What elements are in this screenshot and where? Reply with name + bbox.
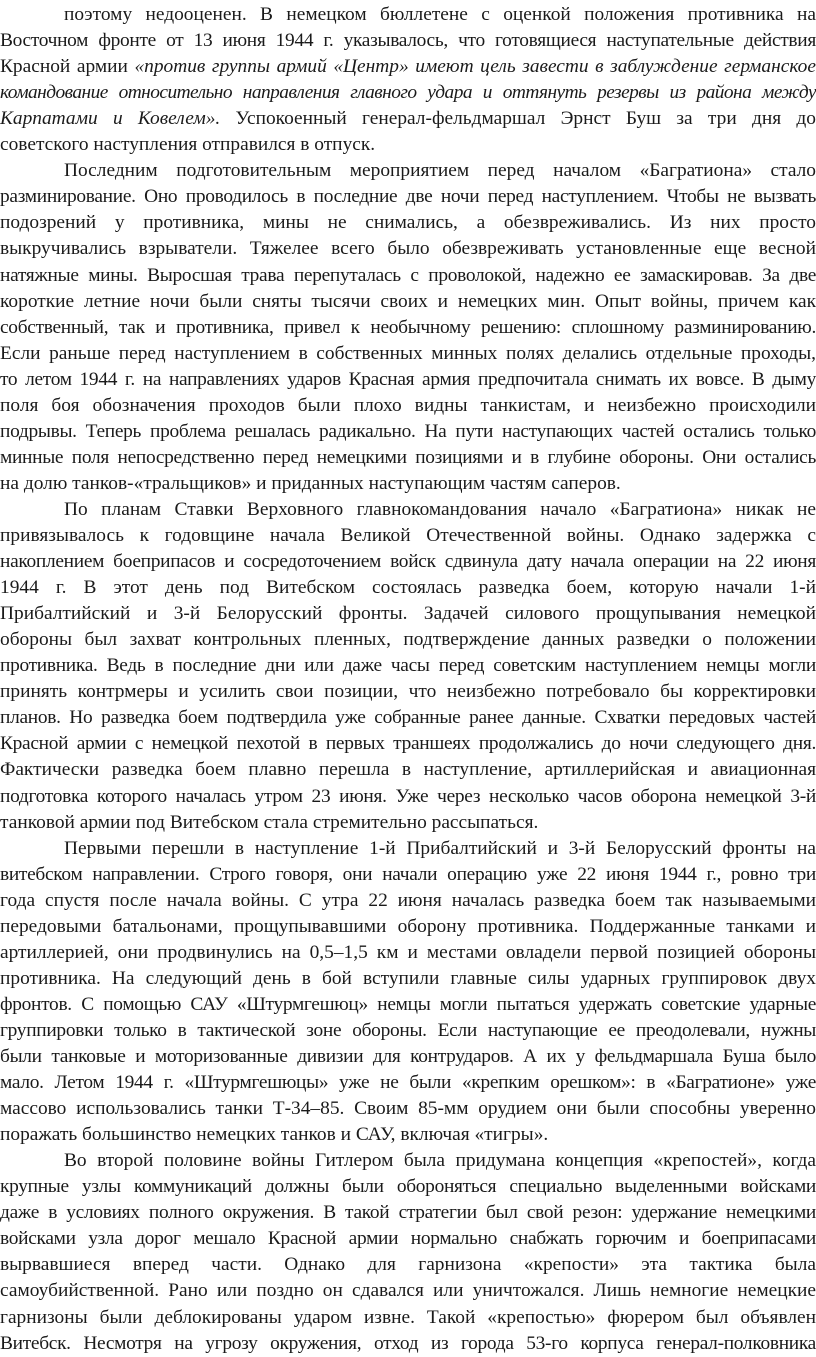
text-line (0, 315, 816, 341)
text-segment: 1944 г. В этот день под Витебском состоялась разведка боем, которую начали 1-й (0, 577, 816, 599)
text-line (0, 471, 816, 497)
text-line (0, 914, 816, 940)
text-segment: Красной армии с немецкой пехотой в первых траншеях продолжались до ночи следующего дня. (0, 733, 816, 755)
text-line (0, 731, 816, 757)
text-line (0, 80, 816, 106)
text-line (0, 1018, 816, 1044)
text-line (0, 210, 816, 236)
text-line (0, 992, 816, 1018)
text-segment: Если раньше перед наступлением в собственных минных полях делались отдельные проходы, (0, 342, 816, 364)
text-segment: массово использовались танки Т-34–85. Своим 85-мм орудием они были способны уверенно (0, 1098, 816, 1120)
text-segment: Фактически разведка боем плавно перешла в наступление, артиллерийская и авиационная (0, 759, 816, 781)
text-segment: накоплением боеприпасов и сосредоточением войск сдвинула дату начала операции на 22 июня (0, 551, 816, 573)
text-line (0, 132, 816, 158)
text-segment: вырвавшиеся вперед части. Однако для гарнизона «крепости» эта тактика была (0, 1254, 816, 1276)
text-segment: минные поля непосредственно перед немецкими позициями и в глубине обороны. Они остались (0, 446, 816, 468)
text-segment: то летом 1944 г. на направлениях ударов Красная армия предпочитала снимать их вовсе. В дыму (0, 368, 816, 390)
text-line (64, 1148, 816, 1174)
text-line (0, 601, 816, 627)
text-line (0, 705, 816, 731)
text-line (0, 575, 816, 601)
text-segment: Первыми перешли в наступление 1-й Прибалтийский и 3-й Белорусский фронты на (64, 837, 816, 859)
text-line (0, 419, 816, 445)
text-segment: передовыми батальонами, прощупывавшими оборону противника. Поддержанные танками и (0, 915, 816, 937)
text-segment: Во второй половине войны Гитлером была придумана концепция «крепостей», когда (64, 1150, 816, 1172)
italic-quote-text: «против группы армий «Центр» имеют цель завести в заблуждение германское (134, 56, 816, 78)
text-line (0, 341, 816, 367)
text-segment: Восточном фронте от 13 июня 1944 г. указывалось, что готовящиеся наступательные действия (0, 30, 816, 52)
text-line (0, 1305, 816, 1331)
text-line (0, 1200, 816, 1226)
text-line (0, 1331, 816, 1357)
text-segment: даже в условиях полного окружения. В такой стратегии был свой резон: удержание немецкими (0, 1202, 816, 1224)
text-segment: поражать большинство немецких танков и САУ, включая «тигры». (0, 1124, 549, 1146)
text-segment: натяжные мины. Выросшая трава перепуталась с проволокой, надежно ее замаскировав. За две (0, 264, 816, 286)
text-line (0, 445, 816, 471)
text-line (0, 1096, 816, 1122)
text-line (64, 158, 816, 184)
text-line (0, 1226, 816, 1252)
text-segment: собственный, так и противника, привел к необычному решению: сплошному разминированию. (0, 316, 816, 338)
text-line (0, 236, 816, 262)
text-line (0, 757, 816, 783)
text-line (0, 1044, 816, 1070)
text-line (0, 784, 816, 810)
text-segment: поля боя обозначения проходов были плохо видны танкистам, и неизбежно происходили (0, 394, 816, 416)
text-segment: мало. Летом 1944 г. «Штурмгешюцы» уже не были «крепким орешком»: в «Багратионе» уже (0, 1072, 816, 1094)
text-line (0, 940, 816, 966)
text-line (0, 679, 816, 705)
text-line (64, 836, 816, 862)
text-segment: подозрений у противника, мины не снимались, а обезвреживались. Из них просто (0, 212, 816, 234)
text-line (0, 862, 816, 888)
text-line (0, 263, 816, 289)
text-segment: гарнизоны были деблокированы ударом извне. Такой «крепостью» фюрером был объявлен (0, 1306, 816, 1328)
text-segment: привязывалось к годовщине начала Великой Отечественной войны. Однако задержка с (0, 525, 816, 546)
text-line (0, 549, 816, 575)
text-segment: войсками узла дорог мешало Красной армии нормально снабжать горючим и боеприпасами (0, 1228, 816, 1250)
text-segment: Прибалтийский и 3-й Белорусский фронты. Задачей силового прощупывания немецкой (0, 603, 816, 625)
text-line (0, 54, 816, 80)
text-segment: года спустя после начала войны. С утра 22 июня началась разведка боем так называемыми (0, 889, 816, 911)
text-segment: планов. Но разведка боем подтвердила уже собранные ранее данные. Схватки передовых частей (0, 707, 816, 729)
text-line (0, 523, 816, 549)
text-segment: фронтов. С помощью САУ «Штурмгешюц» немцы могли пытаться удержать советские ударные (0, 993, 816, 1015)
text-line (0, 653, 816, 679)
text-segment: выкручивались взрыватели. Тяжелее всего было обезвреживать установленные еще весной (0, 238, 816, 260)
text-segment: группировки только в тактической зоне обороны. Если наступающие ее преодолевали, нужны (0, 1019, 816, 1041)
text-segment: Витебск. Несмотря на угрозу окружения, отход из города 53-го корпуса генерал-полковника (0, 1332, 816, 1354)
text-line (0, 184, 816, 210)
text-segment: были танковые и моторизованные дивизии для контрударов. А их у фельдмаршала Буша было (0, 1046, 816, 1067)
text-segment: По планам Ставки Верховного главнокомандования начало «Багратиона» никак не (64, 498, 816, 520)
text-line (0, 810, 816, 836)
text-line (0, 888, 816, 914)
text-segment: поэтому недооценен. В немецком бюллетене с оценкой положения противника на (64, 4, 816, 25)
text-segment: Успокоенный генерал-фельдмаршал Эрнст Буш за три дня до (220, 108, 816, 130)
text-segment: на долю танков-«тральщиков» и приданных наступающим частям саперов. (0, 472, 621, 494)
text-line (0, 28, 816, 54)
text-segment: самоубийственной. Рано или поздно он сдавался или уничтожался. Лишь немногие немецкие (0, 1280, 816, 1302)
text-line (0, 1122, 816, 1148)
italic-quote-text: командование относительно направления главного удара и оттянуть резервы из района между (0, 82, 816, 104)
text-segment: Красной армии (0, 56, 135, 78)
text-line (64, 497, 816, 523)
text-line (0, 966, 816, 992)
text-segment: обороны был захват контрольных пленных, подтверждение данных разведки о положении (0, 629, 816, 651)
text-line (0, 1278, 816, 1304)
text-segment: противника. Ведь в последние дни или даже часы перед советским наступлением немцы могли (0, 655, 816, 677)
text-line (0, 289, 816, 315)
text-line (0, 367, 816, 393)
text-line (0, 106, 816, 132)
text-segment: подготовка которого началась утром 23 июня. Уже через несколько часов оборона немецкой 3-й (0, 785, 816, 807)
text-line (0, 627, 816, 653)
text-segment: советского наступления отправился в отпуск. (0, 134, 376, 156)
text-segment: разминирование. Оно проводилось в последние две ночи перед наступлением. Чтобы не вызвать (0, 186, 816, 208)
text-segment: артиллерией, они продвинулись на 0,5–1,5 км и местами овладели первой позицией обороны (0, 941, 816, 963)
text-segment: принять контрмеры и усилить свои позиции, что неизбежно потребовало бы корректировки (0, 681, 816, 703)
text-segment: Последним подготовительным мероприятием перед началом «Багратиона» стало (64, 160, 816, 182)
italic-quote-text: Карпатами и Ковелем». (0, 108, 221, 130)
text-segment: короткие летние ночи были сняты тысячи своих и немецких мин. Опыт войны, причем как (0, 290, 816, 312)
text-segment: крупные узлы коммуникаций должны были обороняться специально выделенными войсками (0, 1176, 816, 1198)
text-line (0, 1070, 816, 1096)
text-segment: подрывы. Теперь проблема решалась радикально. На пути наступающих частей остались только (0, 420, 816, 442)
text-segment: витебском направлении. Строго говоря, они начали операцию уже 22 июня 1944 г., ровно три (0, 863, 816, 885)
text-line (0, 1174, 816, 1200)
text-line (64, 2, 816, 28)
text-segment: противника. На следующий день в бой вступили главные силы ударных группировок двух (0, 967, 816, 989)
text-line (0, 393, 816, 419)
text-segment: танковой армии под Витебском стала стремительно рассыпаться. (0, 811, 539, 833)
text-line (0, 1252, 816, 1278)
